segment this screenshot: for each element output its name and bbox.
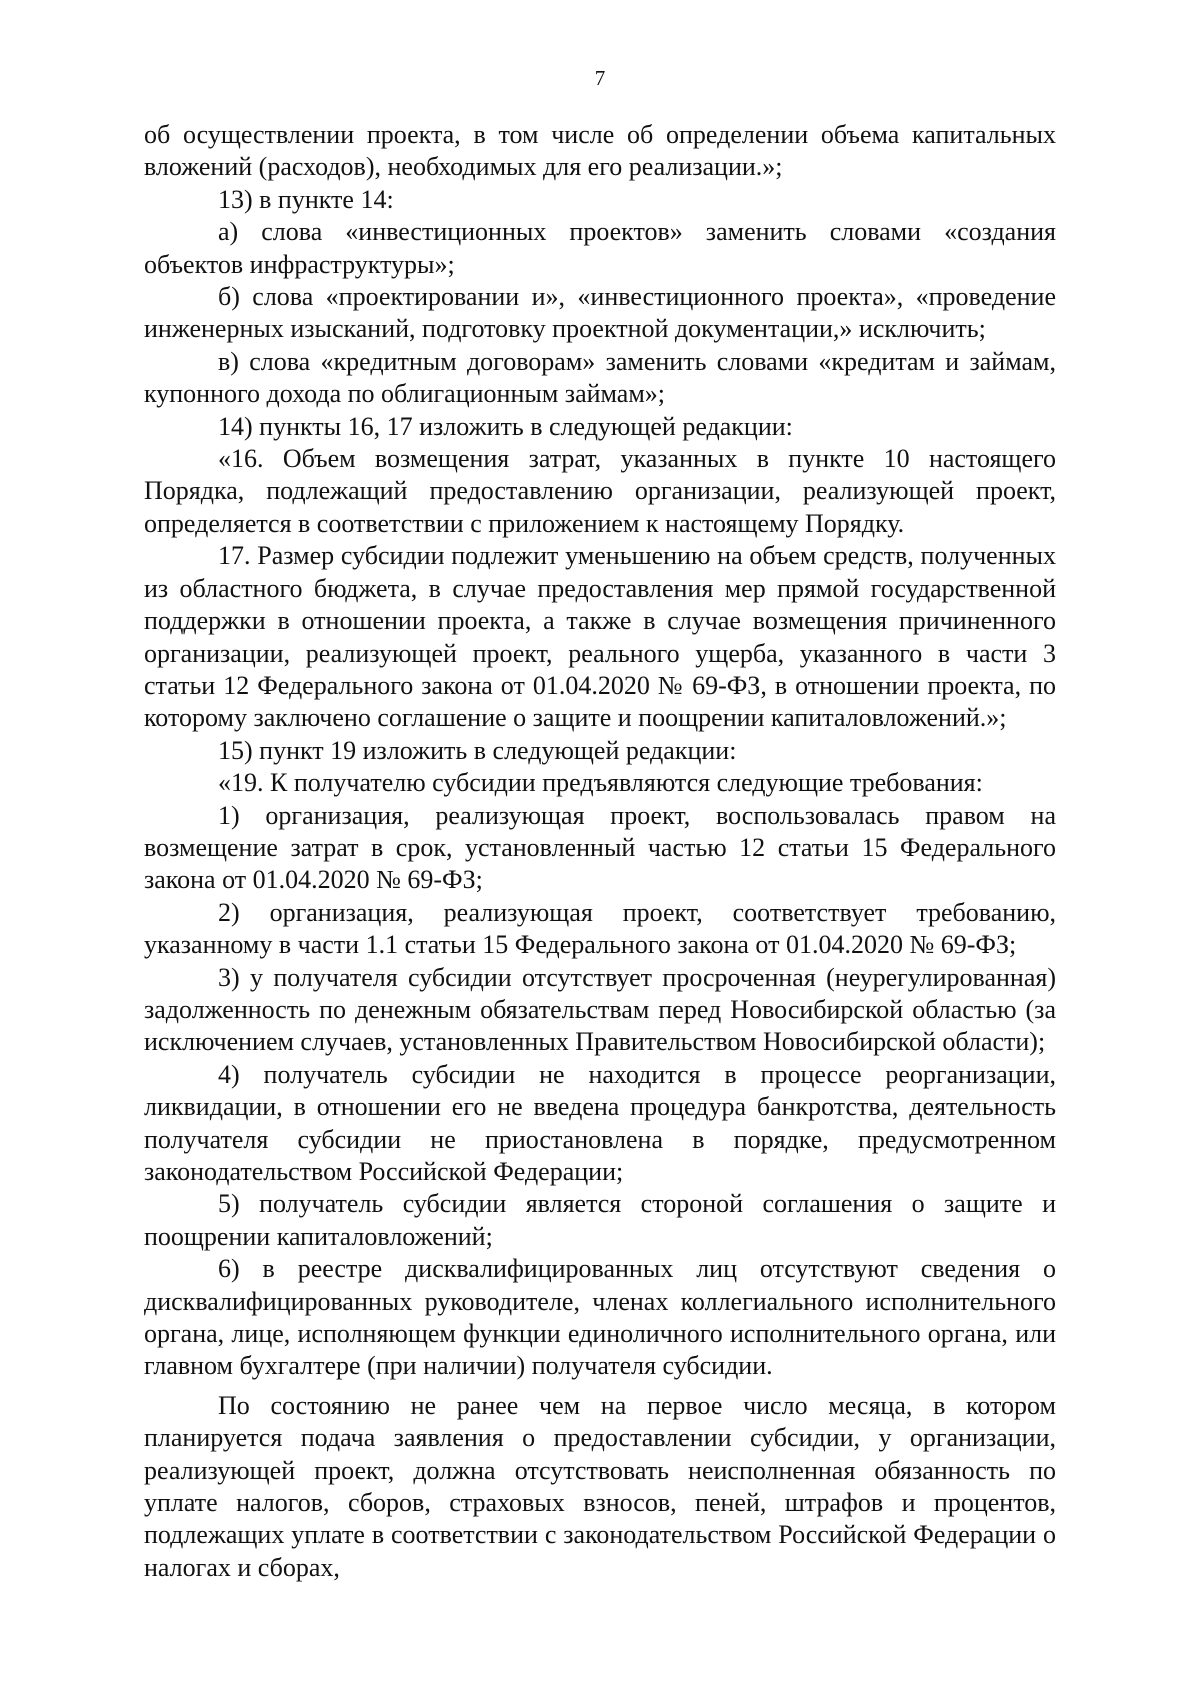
paragraph-item-14: 14) пункты 16, 17 изложить в следующей редакции: (218, 411, 793, 441)
paragraph-requirement-6: 6) в реестре дисквалифицированных лиц отсутствуют сведения о дисквалифицированных руководителе, членах коллегиального исполнительного органа, лице, исполняющем функции единоличного исполнительного органа, или главном бухгалтере (при наличии) получателя субсидии. (144, 1254, 1056, 1381)
paragraph-tax-obligation: По состоянию не ранее чем на первое число месяца, в котором планируется подача заявления о предоставлении субсидии, у организации, реализующей проект, должна отсутствовать неисполненная обязанность по уплате налогов, сборов, страховых взносов, пеней, штрафов и процентов, подлежащих уплате в соответствии с законодательством Российской Федерации о налогах и сборах, (144, 1390, 1056, 1582)
paragraph-item-15: 15) пункт 19 изложить в следующей редакции: (218, 735, 737, 765)
paragraph-item-13: 13) в пункте 14: (218, 184, 394, 214)
paragraph-subitem-a: а) слова «инвестиционных проектов» заменить словами «создания объектов инфраструктуры»; (144, 217, 1056, 279)
page-number: 7 (594, 66, 606, 90)
paragraph-subitem-v: в) слова «кредитным договорам» заменить словами «кредитам и займам, купонного дохода по облигационным займам»; (144, 346, 1056, 409)
paragraph-requirement-2: 2) организация, реализующая проект, соответствует требованию, указанному в части 1.1 статьи 15 Федерального закона от 01.04.2020 № 69-ФЗ; (144, 897, 1056, 960)
paragraph-subitem-b: б) слова «проектировании и», «инвестиционного проекта», «проведение инженерных изысканий, подготовку проектной документации,» исключить; (144, 282, 1056, 344)
paragraph-continuation: об осуществлении проекта, в том числе об определении объема капитальных вложений (расходов), необходимых для его реализации.»; (144, 120, 1056, 182)
paragraph-requirement-3: 3) у получателя субсидии отсутствует просроченная (неурегулированная) задолженность по денежным обязательствам перед Новосибирской областью (за исключением случаев, установленных Правительством Новосибирской области); (144, 962, 1056, 1057)
document-body (144, 119, 1056, 1584)
paragraph-requirement-4: 4) получатель субсидии не находится в процессе реорганизации, ликвидации, в отношении его не введена процедура банкротства, деятельность получателя субсидии не приостановлена в порядке, предусмотренном законодательством Российской Федерации; (144, 1059, 1056, 1186)
paragraph-requirement-1: 1) организация, реализующая проект, воспользовалась правом на возмещение затрат в срок, установленный частью 12 статьи 15 Федерального закона от 01.04.2020 № 69-ФЗ; (144, 800, 1056, 895)
paragraph-point-17: 17. Размер субсидии подлежит уменьшению на объем средств, полученных из областного бюджета, в случае предоставления мер прямой государственной поддержки в отношении проекта, а также в случае возмещения причиненного организации, реализующей проект, реального ущерба, указанного в части 3 статьи 12 Федерального закона от 01.04.2020 № 69-ФЗ, в отношении проекта, по которому заключено соглашение о защите и поощрении капиталовложений.»; (144, 541, 1056, 733)
paragraph-point-19: «19. К получателю субсидии предъявляются следующие требования: (218, 768, 983, 798)
paragraph-point-16: «16. Объем возмещения затрат, указанных в пункте 10 настоящего Порядка, подлежащий предоставлению организации, реализующей проект, определяется в соответствии с приложением к настоящему Порядку. (144, 444, 1056, 538)
paragraph-requirement-5: 5) получатель субсидии является стороной соглашения о защите и поощрении капиталовложений; (144, 1189, 1056, 1251)
